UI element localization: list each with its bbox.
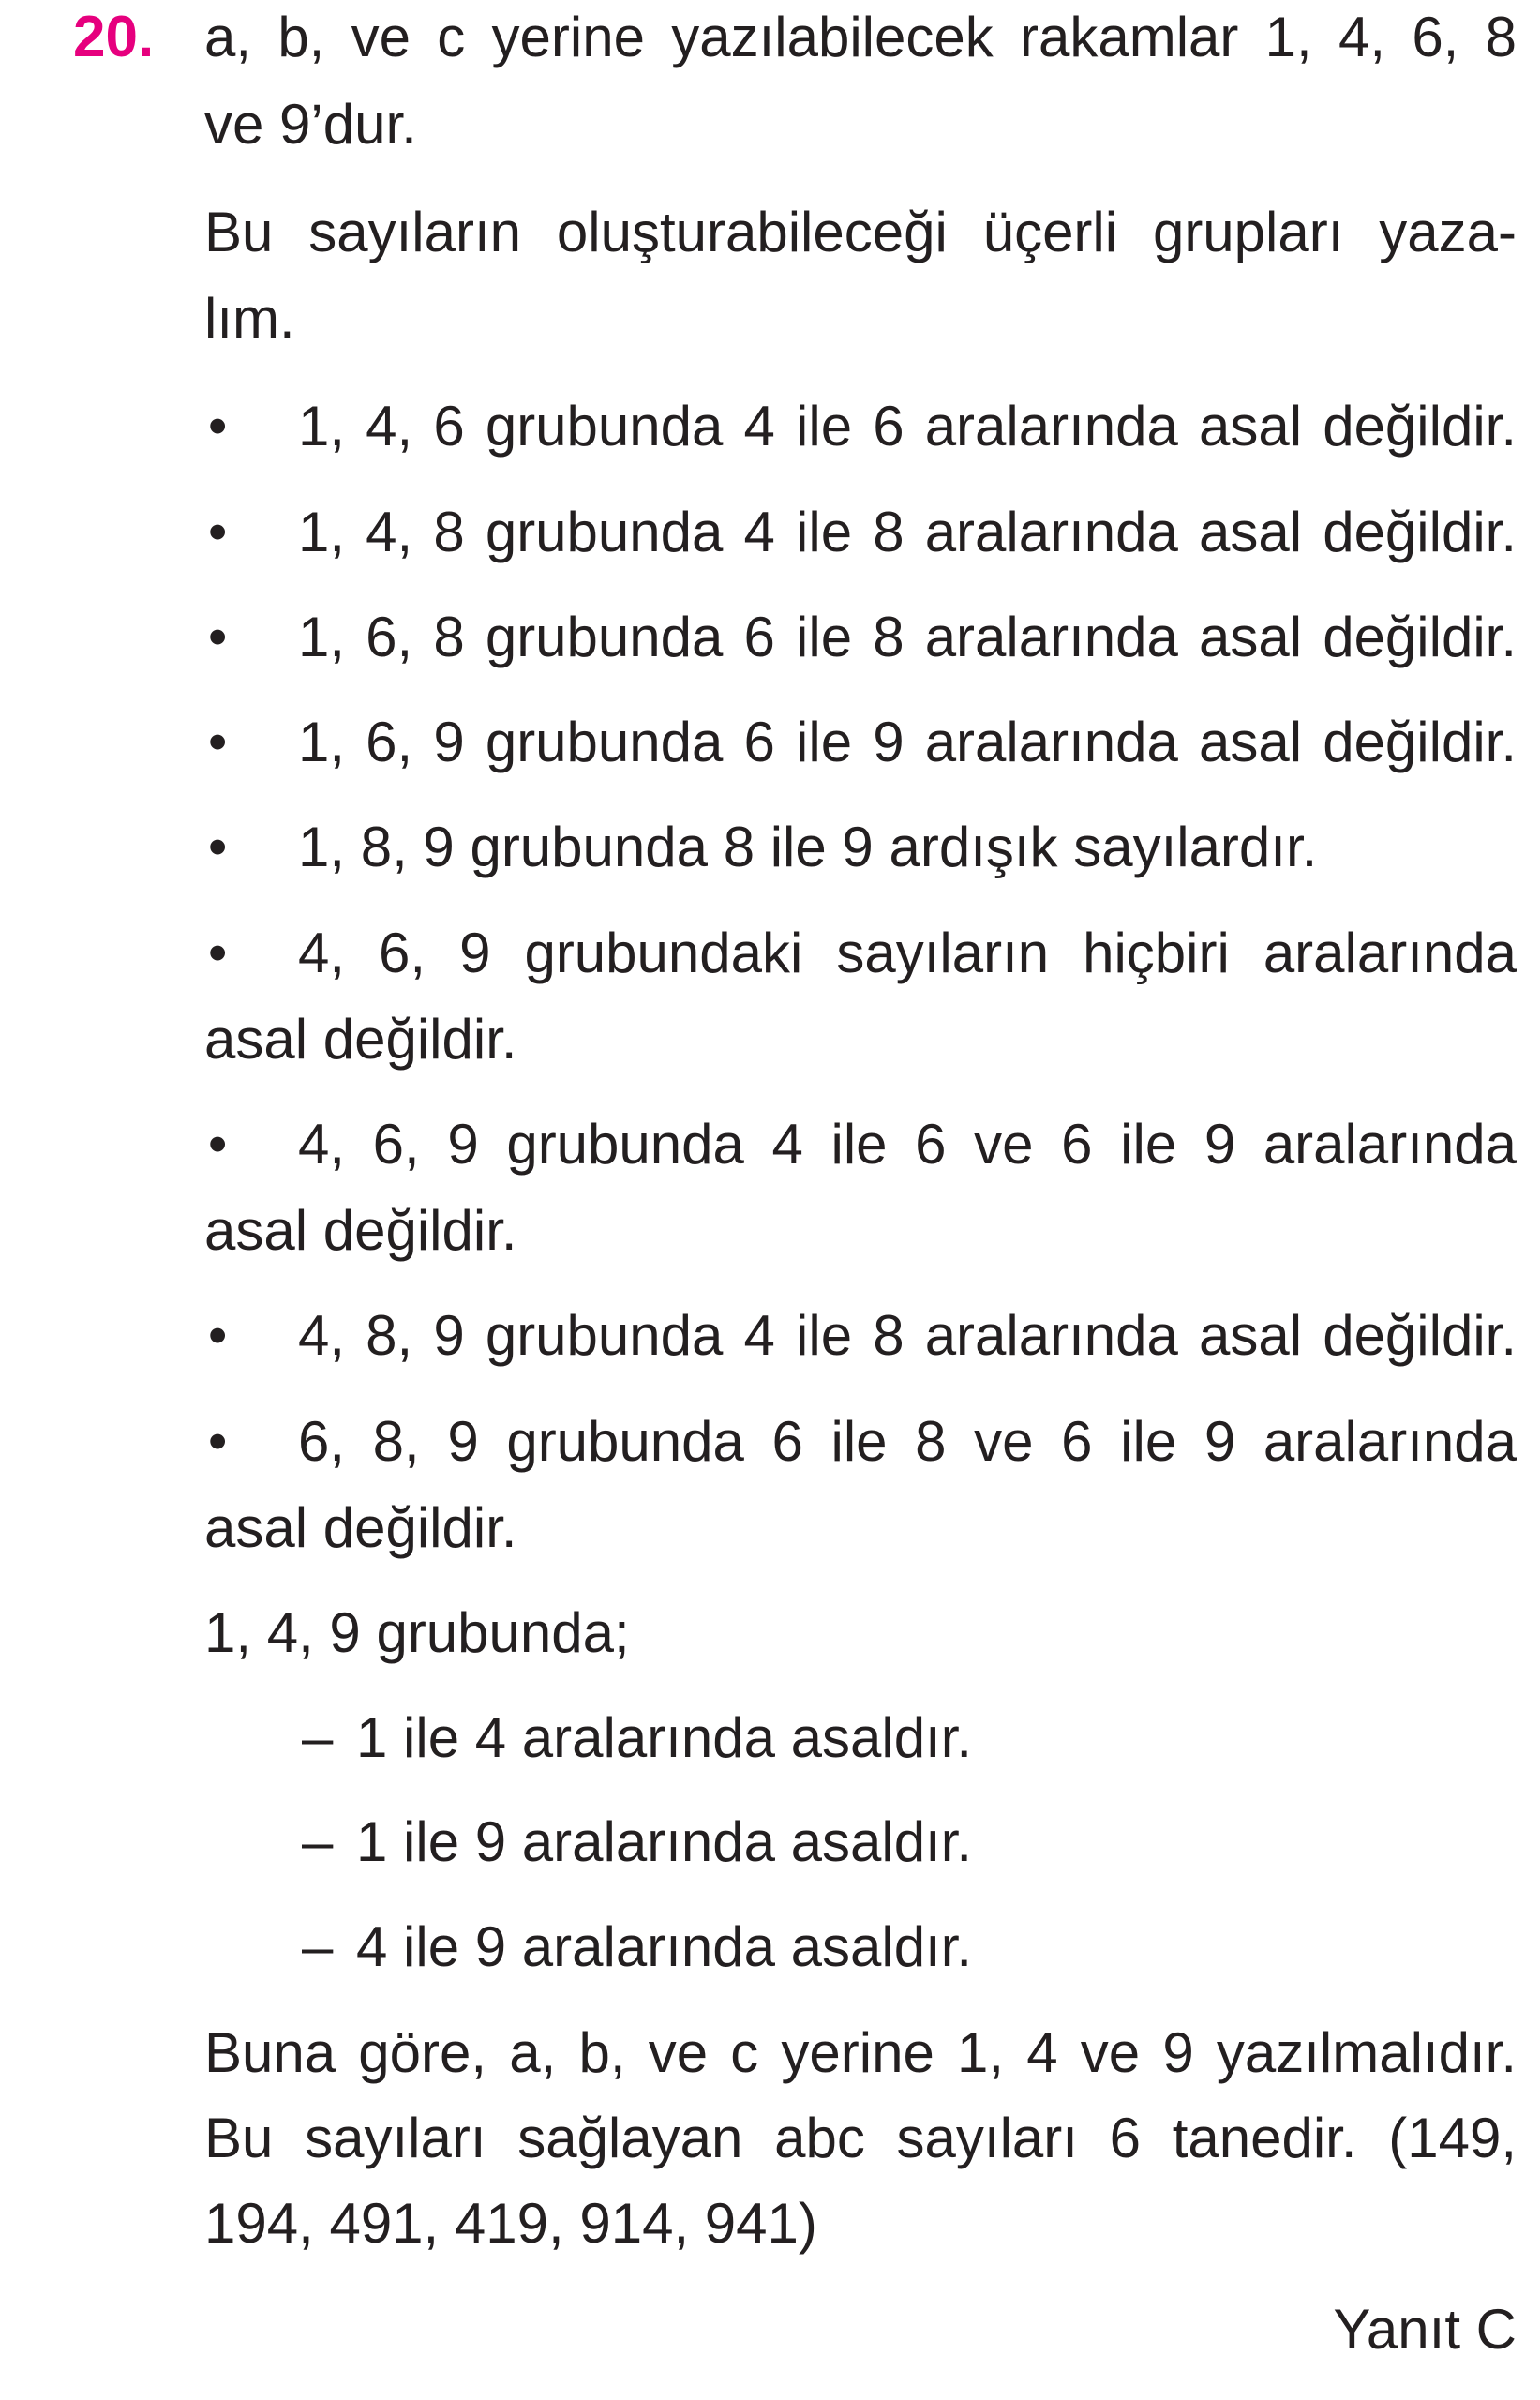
bullet-item: 1, 4, 8 grubunda 4 ile 8 aralarında asal değildir. (298, 501, 1517, 563)
bullet-icon: • (208, 817, 228, 878)
bullet-item-continuation: asal değildir. (204, 1008, 517, 1071)
conclusion-line-2: Bu sayıları sağlayan abc sayıları 6 tanedir. (149, (204, 2107, 1517, 2169)
bullet-icon: • (208, 922, 228, 983)
dash-item: 4 ile 9 aralarında asaldır. (356, 1915, 973, 1978)
bullet-item: 1, 8, 9 grubunda 8 ile 9 ardışık sayılardır. (298, 816, 1318, 878)
bullet-icon: • (208, 396, 228, 457)
group-header: 1, 4, 9 grubunda; (204, 1601, 630, 1664)
bullet-item-continuation: asal değildir. (204, 1199, 517, 1262)
dash-item: 1 ile 4 aralarında asaldır. (356, 1706, 973, 1769)
bullet-item: 4, 6, 9 grubunda 4 ile 6 ve 6 ile 9 aralarında (298, 1113, 1517, 1176)
bullet-icon: • (208, 1114, 228, 1175)
bullet-icon: • (208, 607, 228, 668)
bullet-icon: • (208, 712, 228, 772)
bullet-item: 1, 6, 9 grubunda 6 ile 9 aralarında asal değildir. (298, 711, 1517, 773)
dash-icon: – (302, 1915, 334, 1978)
bullet-icon: • (208, 1305, 228, 1366)
bullet-item: 1, 4, 6 grubunda 4 ile 6 aralarında asal değildir. (298, 395, 1517, 458)
question-number: 20. (73, 5, 155, 69)
bullet-icon: • (208, 502, 228, 562)
bullet-item-continuation: asal değildir. (204, 1496, 517, 1559)
dash-icon: – (302, 1810, 334, 1873)
conclusion-line-1: Buna göre, a, b, ve c yerine 1, 4 ve 9 yazılmalıdır. (204, 2021, 1517, 2084)
bullet-item: 4, 6, 9 grubundaki sayıların hiçbiri aralarında (298, 922, 1517, 984)
intro-line-2: ve 9’dur. (204, 93, 417, 156)
dash-icon: – (302, 1706, 334, 1769)
bullet-item: 1, 6, 8 grubunda 6 ile 8 aralarında asal değildir. (298, 606, 1517, 668)
conclusion-line-3: 194, 491, 419, 914, 941) (204, 2192, 817, 2255)
dash-item: 1 ile 9 aralarında asaldır. (356, 1810, 973, 1873)
bullet-icon: • (208, 1411, 228, 1472)
para-line-1: Bu sayıların oluşturabileceği üçerli grupları yaza- (204, 201, 1517, 263)
answer-label: Yanıt C (1333, 2298, 1517, 2361)
para-line-2: lım. (204, 287, 295, 350)
bullet-item: 4, 8, 9 grubunda 4 ile 8 aralarında asal değildir. (298, 1304, 1517, 1367)
intro-line-1: a, b, ve c yerine yazılabilecek rakamlar 1, 4, 6, 8 (204, 6, 1517, 68)
bullet-item: 6, 8, 9 grubunda 6 ile 8 ve 6 ile 9 aralarında (298, 1410, 1517, 1473)
